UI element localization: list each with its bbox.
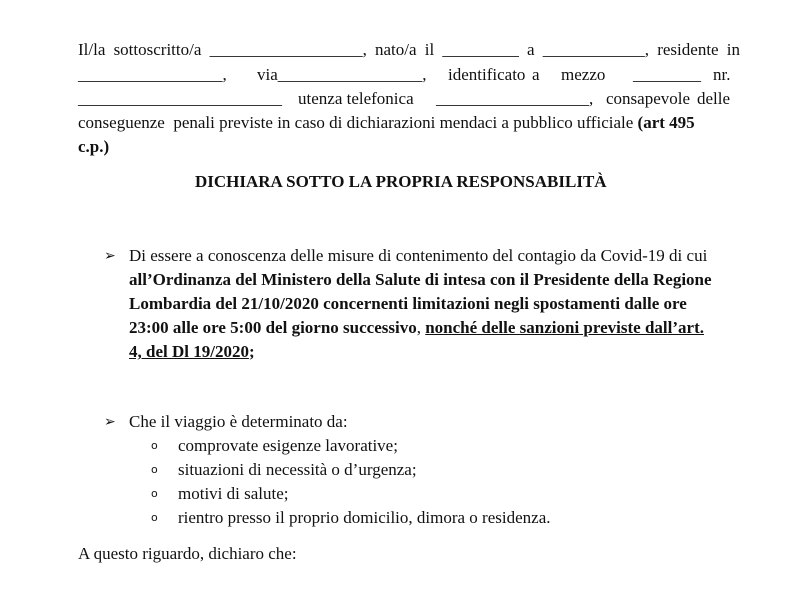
bullet1-line-5: 4, del Dl 19/2020;: [129, 342, 255, 361]
circle-bullet-icon: o: [151, 439, 158, 452]
intro-line-1: Il/la sottoscritto/a __________________, nato/a il _________ a ____________, residente in: [78, 40, 740, 59]
intro-blank-document: ________: [633, 65, 701, 84]
reason-item: motivi di salute;: [178, 484, 289, 503]
arrow-bullet-icon: ➢: [104, 414, 116, 430]
bullet1-line-1: Di essere a conoscenza delle misure di contenimento del contagio da Covid-19 di cui: [129, 246, 708, 265]
reason-item: situazioni di necessità o d’urgenza;: [178, 460, 417, 479]
intro-mezzo: mezzo: [561, 65, 606, 84]
arrow-bullet-icon: ➢: [104, 248, 116, 264]
bullet2-text: Che il viaggio è determinato da:: [129, 412, 348, 431]
intro-art-ref: (art 495: [637, 113, 695, 132]
intro-utenza-telefonica: utenza telefonica: [298, 89, 414, 108]
reason-item: rientro presso il proprio domicilio, dimora o residenza.: [178, 508, 551, 527]
intro-nr: nr.: [713, 65, 731, 84]
intro-art-ref-end: c.p.): [78, 137, 110, 156]
intro-blank-phone: __________________,: [436, 89, 594, 108]
intro-consapevole: consapevole: [606, 89, 691, 108]
intro-line-4: conseguenze penali previste in caso di dichiarazioni mendaci a pubblico ufficiale (art 495: [78, 113, 695, 132]
intro-blank-number: ________________________: [78, 89, 282, 108]
closing-line: A questo riguardo, dichiaro che:: [78, 544, 297, 563]
circle-bullet-icon: o: [151, 487, 158, 500]
circle-bullet-icon: o: [151, 511, 158, 524]
intro-blank-comune: _________________,: [78, 65, 227, 84]
intro-delle: delle: [697, 89, 731, 108]
sanctions-reference: nonché delle sanzioni previste dall’art.: [425, 318, 704, 337]
bullet1-line-4: 23:00 alle ore 5:00 del giorno successivo, nonché delle sanzioni previste dall’art.: [129, 318, 704, 337]
reason-item: comprovate esigenze lavorative;: [178, 436, 398, 455]
declaration-heading: DICHIARA SOTTO LA PROPRIA RESPONSABILITÀ: [195, 172, 607, 191]
bullet1-line-2: all’Ordinanza del Ministero della Salute di intesa con il Presidente della Regione: [129, 270, 712, 289]
intro-identificato: identificato: [448, 65, 526, 84]
intro-via: via_________________,: [257, 65, 427, 84]
circle-bullet-icon: o: [151, 463, 158, 476]
bullet1-line-3: Lombardia del 21/10/2020 concernenti limitazioni negli spostamenti dalle ore: [129, 294, 687, 313]
intro-a: a: [532, 65, 540, 84]
